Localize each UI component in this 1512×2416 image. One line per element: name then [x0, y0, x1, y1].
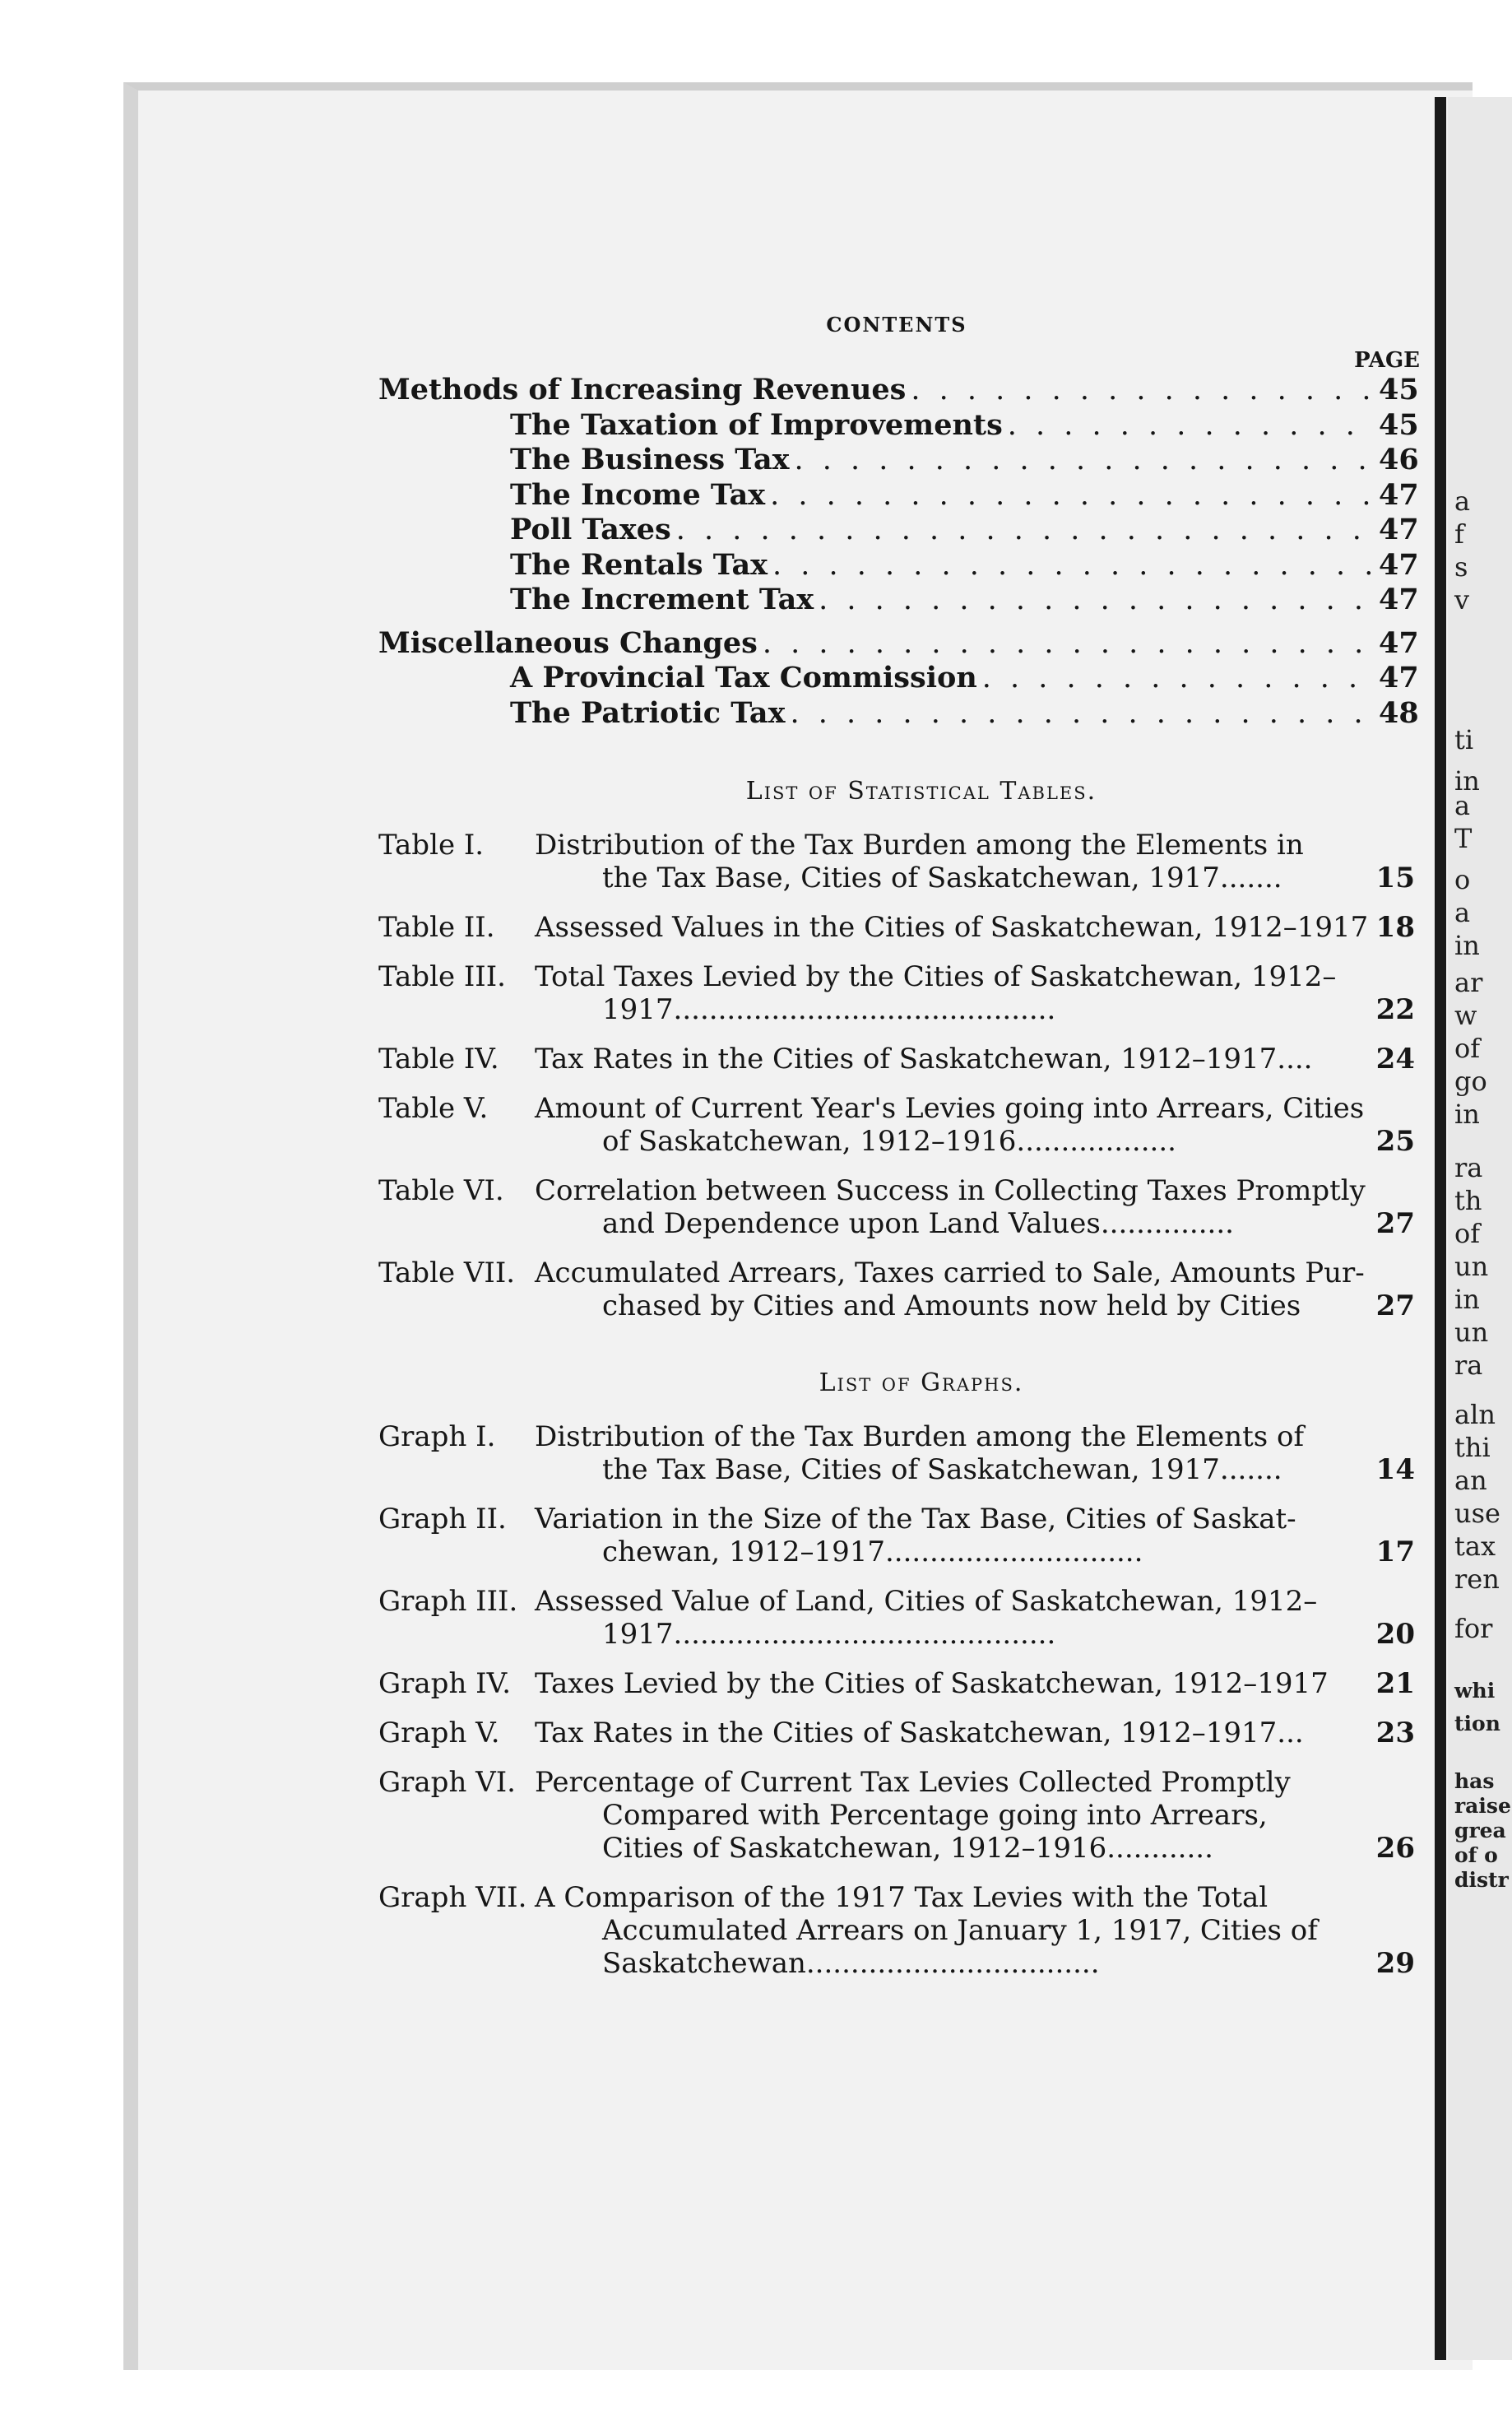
dot-leader: [982, 662, 1374, 696]
entry-description: [535, 1043, 1372, 1076]
entry-description: [535, 1420, 1372, 1486]
entry-description: [535, 960, 1372, 1026]
entry-description: [535, 1503, 1372, 1568]
entry-page-number: 26: [1375, 1832, 1415, 1865]
entry-page-number: 15: [1375, 862, 1415, 894]
toc-page-number: 46: [1379, 443, 1419, 476]
toc-title: Methods of Increasing Revenues: [378, 373, 907, 407]
adjacent-page-text: of: [1454, 1218, 1481, 1249]
page-column-label: PAGE: [1354, 348, 1420, 373]
adjacent-page-text: a: [1454, 790, 1471, 821]
toc-title: The Taxation of Improvements: [510, 407, 1003, 442]
tables-list: [378, 829, 1415, 1322]
tables-heading: List of Statistical Tables.: [745, 777, 1097, 806]
entry-body: [535, 1585, 1415, 1651]
toc-list: [378, 373, 1419, 731]
entry-description: [535, 911, 1372, 944]
toc-entry: [428, 583, 1419, 618]
dot-leader: [770, 479, 1374, 513]
entry-body: [535, 911, 1415, 944]
book-gutter: [1435, 97, 1446, 2360]
entry-continuation: the Tax Base, Cities of Saskatchewan, 1917.......: [602, 862, 1282, 894]
toc-entry: [428, 695, 1419, 732]
entry-body: [535, 1092, 1415, 1158]
adjacent-page-text: aln: [1454, 1399, 1496, 1430]
entry-line-1: Assessed Value of Land, Cities of Saskatchewan, 1912–: [535, 1585, 1318, 1618]
toc-title: The Business Tax: [510, 443, 790, 476]
entry-line-1: A Comparison of the 1917 Tax Levies with the Total: [535, 1881, 1269, 1914]
entry-line-1: Taxes Levied by the Cities of Saskatchewan, 1912–1917: [535, 1667, 1329, 1700]
adjacent-page-text: th: [1454, 1185, 1482, 1216]
entry-body: [535, 1174, 1415, 1240]
entry-page-number: 21: [1375, 1667, 1415, 1700]
graph-entry: [378, 1766, 1415, 1865]
adjacent-page-text: of o: [1454, 1843, 1498, 1867]
adjacent-page-text: grea: [1454, 1819, 1506, 1842]
contents-page: [378, 313, 1420, 1996]
dot-leader: [763, 627, 1374, 662]
entry-body: [535, 960, 1415, 1026]
entry-line-1: Variation in the Size of the Tax Base, Cities of Saskat-: [535, 1503, 1296, 1536]
entry-line-1: Distribution of the Tax Burden among the Elements of: [535, 1420, 1305, 1453]
entry-description: [535, 1174, 1372, 1240]
toc-title: The Income Tax: [510, 477, 766, 512]
graph-entry: [378, 1585, 1415, 1651]
toc-entry: [428, 407, 1419, 444]
entry-page-number: 27: [1375, 1207, 1415, 1240]
entry-line-1: Tax Rates in the Cities of Saskatchewan, 1912–1917...: [535, 1717, 1304, 1749]
entry-continuation: Compared with Percentage going into Arrears,: [602, 1799, 1268, 1832]
entry-line-1: Distribution of the Tax Burden among the Elements in: [535, 829, 1304, 862]
table-entry: [378, 1174, 1415, 1240]
table-entry: [378, 1092, 1415, 1158]
graph-entry: [378, 1717, 1415, 1749]
adjacent-page-text: s: [1454, 551, 1468, 583]
adjacent-page-text: a: [1454, 897, 1471, 928]
toc-title: The Increment Tax: [510, 583, 814, 616]
adjacent-page-text: tax: [1454, 1531, 1496, 1562]
entry-line-1: Correlation between Success in Collecting Taxes Promptly: [535, 1174, 1366, 1207]
toc-title: Miscellaneous Changes: [378, 625, 758, 660]
entry-body: [535, 1043, 1415, 1076]
toc-entry: [428, 513, 1419, 548]
entry-label: Graph II.: [378, 1503, 507, 1536]
adjacent-page-text: for: [1454, 1613, 1493, 1644]
entry-body: [535, 1766, 1415, 1865]
entry-line-1: Percentage of Current Tax Levies Collected Promptly: [535, 1766, 1291, 1799]
adjacent-page-text: ren: [1454, 1563, 1500, 1595]
entry-body: [535, 829, 1415, 894]
adjacent-page-text: of: [1454, 1033, 1481, 1064]
adjacent-page-text: has: [1454, 1769, 1495, 1793]
toc-title: The Patriotic Tax: [510, 695, 786, 730]
entry-description: [535, 1766, 1372, 1865]
entry-page-number: 20: [1375, 1618, 1415, 1651]
toc-page-number: 45: [1379, 373, 1419, 407]
entry-page-number: 18: [1375, 911, 1415, 944]
entry-line-1: Amount of Current Year's Levies going into Arrears, Cities: [535, 1092, 1365, 1125]
entry-page-number: 24: [1375, 1043, 1415, 1076]
toc-title: The Rentals Tax: [510, 547, 768, 582]
dot-leader: [911, 374, 1374, 408]
entry-continuation: Saskatchewan.................................: [602, 1947, 1100, 1980]
entry-label: Table VI.: [378, 1174, 504, 1207]
toc-entry: [428, 661, 1419, 696]
adjacent-page-text: T: [1454, 823, 1473, 854]
entry-continuation: 1917...........................................: [602, 1618, 1056, 1651]
toc-page-number: 47: [1379, 625, 1419, 660]
entry-body: [535, 1881, 1415, 1980]
adjacent-page-text: whi: [1454, 1679, 1496, 1703]
entry-label: Graph VII.: [378, 1881, 527, 1914]
dot-leader: [819, 583, 1374, 618]
entry-continuation: the Tax Base, Cities of Saskatchewan, 1917.......: [602, 1453, 1282, 1486]
graphs-heading: List of Graphs.: [819, 1368, 1024, 1397]
entry-description: [535, 1717, 1372, 1749]
graph-entry: [378, 1420, 1415, 1486]
entry-description: [535, 1585, 1372, 1651]
dot-leader: [1008, 409, 1374, 444]
entry-line-1: Tax Rates in the Cities of Saskatchewan, 1912–1917....: [535, 1043, 1313, 1076]
adjacent-page-text: tion: [1454, 1712, 1500, 1735]
entry-line-1: Assessed Values in the Cities of Saskatchewan, 1912–1917: [535, 911, 1369, 944]
table-entry: [378, 1257, 1415, 1322]
entry-page-number: 27: [1375, 1289, 1415, 1322]
dot-leader: [790, 697, 1374, 732]
toc-entry: [428, 477, 1419, 513]
toc-entry: [378, 373, 1419, 408]
adjacent-page-text: un: [1454, 1317, 1489, 1348]
graph-entry: [378, 1881, 1415, 1980]
toc-entry: [428, 443, 1419, 478]
table-entry: [378, 960, 1415, 1026]
entry-label: Graph VI.: [378, 1766, 516, 1799]
entry-continuation: Cities of Saskatchewan, 1912–1916............: [602, 1832, 1213, 1865]
entry-line-1: Accumulated Arrears, Taxes carried to Sale, Amounts Pur-: [535, 1257, 1365, 1289]
entry-description: [535, 1667, 1372, 1700]
entry-continuation: and Dependence upon Land Values...............: [602, 1207, 1234, 1240]
entry-label: Table IV.: [378, 1043, 499, 1076]
graph-entry: [378, 1503, 1415, 1568]
entry-description: [535, 1092, 1372, 1158]
adjacent-page-text: ra: [1454, 1152, 1483, 1183]
entry-label: Table I.: [378, 829, 485, 862]
entry-continuation: 1917...........................................: [602, 993, 1056, 1026]
toc-entry: [378, 625, 1419, 662]
entry-page-number: 25: [1375, 1125, 1415, 1158]
dot-leader: [795, 444, 1374, 478]
adjacent-page-text: in: [1454, 1284, 1480, 1315]
adjacent-page-text: in: [1454, 1099, 1480, 1130]
table-entry: [378, 911, 1415, 944]
toc-entry: [428, 547, 1419, 583]
entry-label: Graph IV.: [378, 1667, 512, 1700]
entry-line-1: Total Taxes Levied by the Cities of Saskatchewan, 1912–: [535, 960, 1337, 993]
entry-continuation: of Saskatchewan, 1912–1916..................: [602, 1125, 1176, 1158]
adjacent-page-text: ar: [1454, 967, 1483, 998]
adjacent-page-text: ra: [1454, 1350, 1483, 1381]
dot-leader: [772, 549, 1374, 583]
entry-continuation: Accumulated Arrears on January 1, 1917, Cities of: [602, 1914, 1318, 1947]
entry-label: Graph I.: [378, 1420, 496, 1453]
adjacent-page-text: an: [1454, 1465, 1487, 1496]
adjacent-page-text: un: [1454, 1251, 1489, 1282]
adjacent-page-text: use: [1454, 1498, 1500, 1529]
toc-page-number: 47: [1379, 477, 1419, 512]
adjacent-page-text: in: [1454, 765, 1480, 797]
toc-page-number: 47: [1379, 661, 1419, 695]
entry-continuation: chased by Cities and Amounts now held by Cities: [602, 1289, 1301, 1322]
table-entry: [378, 829, 1415, 894]
entry-body: [535, 1667, 1415, 1700]
graph-entry: [378, 1667, 1415, 1700]
entry-description: [535, 1257, 1372, 1322]
entry-page-number: 22: [1375, 993, 1415, 1026]
dot-leader: [676, 513, 1374, 548]
toc-title: Poll Taxes: [510, 513, 671, 546]
adjacent-page-text: in: [1454, 930, 1480, 961]
adjacent-page-edge: [1448, 97, 1512, 2360]
entry-label: Graph III.: [378, 1585, 518, 1618]
toc-page-number: 47: [1379, 513, 1419, 546]
entry-page-number: 14: [1375, 1453, 1415, 1486]
entry-description: [535, 1881, 1372, 1980]
adjacent-page-text: thi: [1454, 1432, 1491, 1463]
running-head: CONTENTS: [826, 313, 967, 337]
entry-label: Table V.: [378, 1092, 489, 1125]
graphs-list: [378, 1420, 1415, 1980]
entry-body: [535, 1503, 1415, 1568]
adjacent-page-text: distr: [1454, 1868, 1509, 1892]
adjacent-page-text: go: [1454, 1066, 1487, 1097]
toc-page-number: 47: [1379, 583, 1419, 616]
toc-page-number: 48: [1379, 695, 1419, 730]
adjacent-page-text: a: [1454, 486, 1471, 517]
toc-page-number: 45: [1379, 407, 1419, 442]
toc-title: A Provincial Tax Commission: [510, 661, 977, 695]
adjacent-page-text: ti: [1454, 724, 1474, 755]
toc-page-number: 47: [1379, 547, 1419, 582]
table-entry: [378, 1043, 1415, 1076]
adjacent-page-text: w: [1454, 1000, 1477, 1031]
entry-page-number: 29: [1375, 1947, 1415, 1980]
entry-label: Table II.: [378, 911, 495, 944]
entry-description: [535, 829, 1372, 894]
adjacent-page-text: o: [1454, 864, 1471, 895]
entry-label: Graph V.: [378, 1717, 500, 1749]
entry-body: [535, 1420, 1415, 1486]
entry-continuation: chewan, 1912–1917.............................: [602, 1536, 1143, 1568]
entry-page-number: 17: [1375, 1536, 1415, 1568]
entry-page-number: 23: [1375, 1717, 1415, 1749]
entry-body: [535, 1257, 1415, 1322]
adjacent-page-text: raise: [1454, 1794, 1511, 1818]
entry-label: Table III.: [378, 960, 506, 993]
adjacent-page-text: v: [1454, 584, 1470, 616]
adjacent-page-text: f: [1454, 518, 1464, 550]
entry-body: [535, 1717, 1415, 1749]
entry-label: Table VII.: [378, 1257, 516, 1289]
